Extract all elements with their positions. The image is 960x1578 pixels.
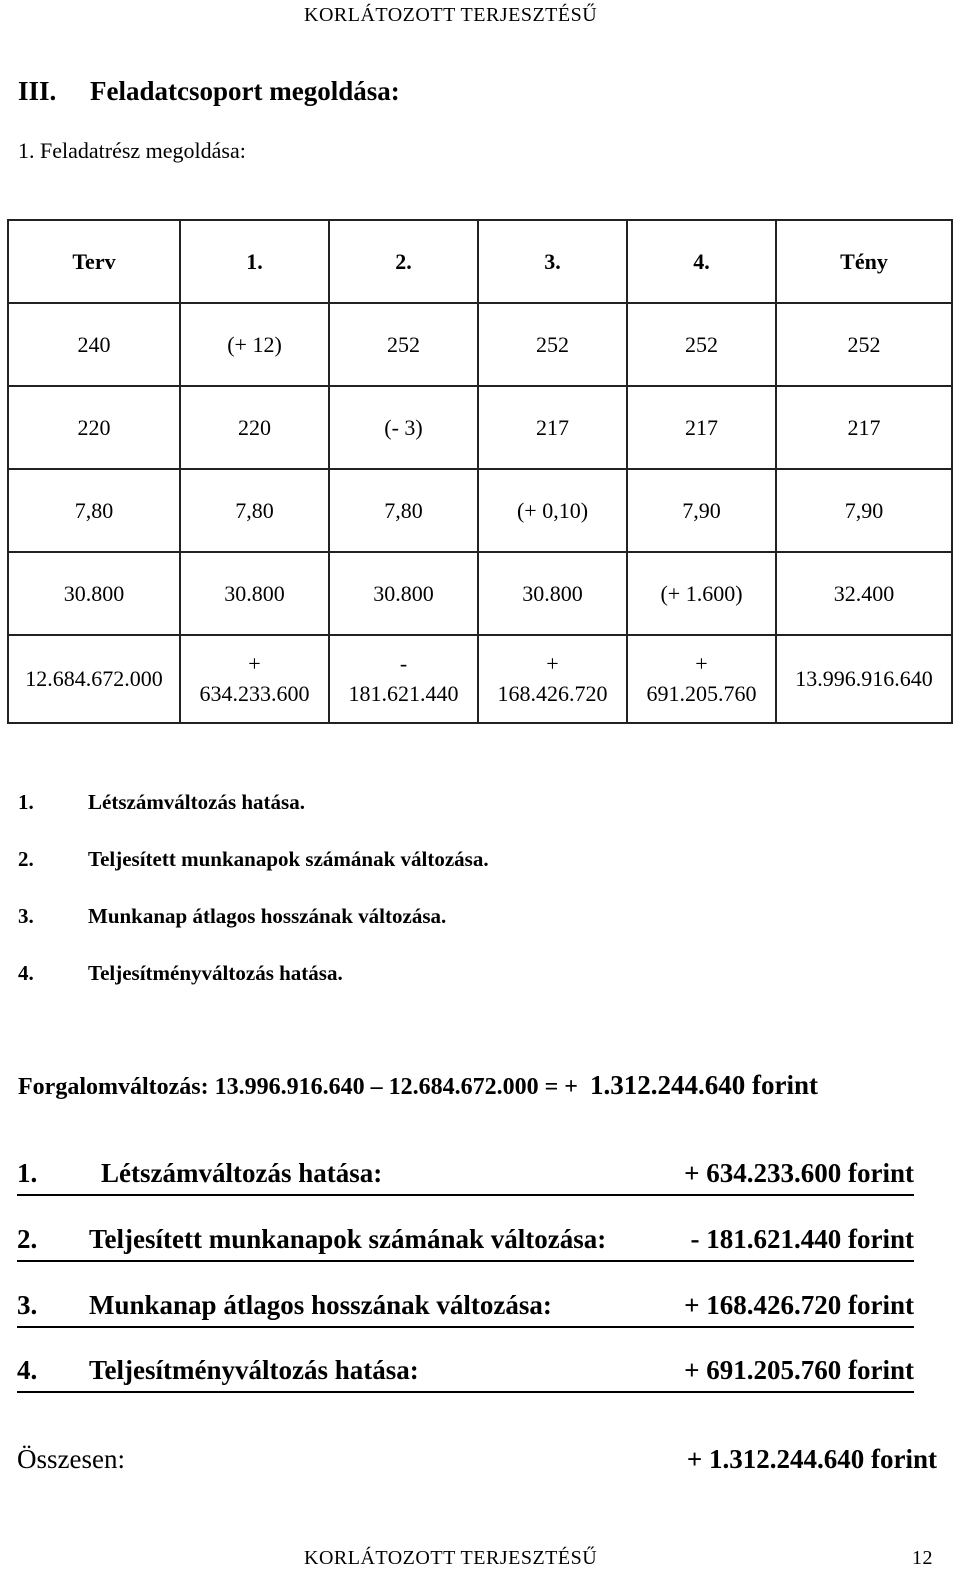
table-header-cell: 1. — [180, 220, 329, 303]
cell-sign: + — [695, 651, 708, 676]
list-item-text: Munkanap átlagos hosszának változása. — [88, 904, 447, 928]
table-cell — [180, 635, 329, 723]
factors-list — [18, 788, 489, 1016]
table-header-row — [8, 220, 952, 303]
revenue-change — [18, 1070, 818, 1101]
table-cell: 217 — [478, 386, 627, 469]
table-cell: 30.800 — [180, 552, 329, 635]
list-item — [18, 845, 489, 902]
cell-value: 634.233.600 — [199, 681, 310, 706]
table-cell: 7,80 — [8, 469, 180, 552]
table-cell — [8, 635, 180, 723]
summary-label: Létszámváltozás hatása: — [101, 1158, 383, 1188]
list-item-number: 3. — [18, 904, 34, 928]
table-cell — [478, 635, 627, 723]
table-cell: 7,90 — [776, 469, 952, 552]
list-item-number: 4. — [18, 961, 34, 985]
summary-amount: + 691.205.760 forint — [684, 1355, 914, 1385]
table-cell: 252 — [329, 303, 478, 386]
list-item — [18, 902, 489, 959]
table-header-cell: 2. — [329, 220, 478, 303]
cell-value: 13.996.916.640 — [795, 666, 933, 691]
list-item-number: 1. — [18, 790, 34, 814]
table-cell: (+ 0,10) — [478, 469, 627, 552]
list-item — [18, 959, 489, 1016]
table-cell: 252 — [627, 303, 776, 386]
table-row — [8, 552, 952, 635]
section-title: Feladatcsoport megoldása: — [90, 76, 400, 106]
list-item-text: Létszámváltozás hatása. — [88, 790, 305, 814]
table-cell: 7,90 — [627, 469, 776, 552]
data-table — [7, 219, 953, 724]
table-row — [8, 469, 952, 552]
table-header-cell: Terv — [8, 220, 180, 303]
summary-amount: + 168.426.720 forint — [684, 1290, 914, 1320]
table-cell: 220 — [8, 386, 180, 469]
total-label: Összesen: — [17, 1444, 125, 1474]
total-amount: + 1.312.244.640 forint — [686, 1444, 937, 1474]
table-header-cell: 4. — [627, 220, 776, 303]
table-cell: 252 — [776, 303, 952, 386]
table-cell: 32.400 — [776, 552, 952, 635]
cell-sign: + — [248, 651, 261, 676]
page-number: 12 — [912, 1547, 933, 1569]
section-number: III. — [18, 76, 57, 106]
table-cell: 7,80 — [329, 469, 478, 552]
list-item — [18, 788, 489, 845]
table-cell: (+ 12) — [180, 303, 329, 386]
list-item-text: Teljesített munkanapok számának változása. — [88, 847, 489, 871]
summary-number: 2. — [17, 1224, 38, 1254]
list-item-text: Teljesítményváltozás hatása. — [88, 961, 343, 985]
summary-row — [17, 1355, 914, 1393]
summary-row — [17, 1158, 914, 1196]
header-classification: KORLÁTOZOTT TERJESZTÉSŰ — [304, 4, 598, 26]
table-cell: 217 — [627, 386, 776, 469]
table-header-cell: Tény — [776, 220, 952, 303]
table-header-cell: 3. — [478, 220, 627, 303]
summary-row — [17, 1224, 914, 1262]
table-cell: 240 — [8, 303, 180, 386]
summary-label: Munkanap átlagos hosszának változása: — [89, 1290, 552, 1320]
table-cell: 217 — [776, 386, 952, 469]
summary-row — [17, 1290, 914, 1328]
table-row — [8, 635, 952, 723]
revenue-change-label: Forgalomváltozás: 13.996.916.640 – 12.684.672.000 = + — [18, 1074, 578, 1100]
cell-sign: - — [399, 651, 408, 676]
summary-number: 3. — [17, 1290, 38, 1320]
summary-number: 4. — [17, 1355, 38, 1385]
table-cell: (+ 1.600) — [627, 552, 776, 635]
table-cell: 30.800 — [478, 552, 627, 635]
table-row — [8, 386, 952, 469]
table-cell — [776, 635, 952, 723]
total-row — [17, 1444, 937, 1480]
cell-value: 168.426.720 — [497, 681, 608, 706]
revenue-change-value: 1.312.244.640 forint — [589, 1070, 818, 1100]
table-cell: 220 — [180, 386, 329, 469]
cell-value: 12.684.672.000 — [25, 666, 163, 691]
summary-label: Teljesítményváltozás hatása: — [89, 1355, 419, 1385]
table-cell — [329, 635, 478, 723]
summary-label: Teljesített munkanapok számának változása: — [89, 1224, 607, 1254]
summary-number: 1. — [17, 1158, 38, 1188]
table-cell: 252 — [478, 303, 627, 386]
summary-amount: + 634.233.600 forint — [684, 1158, 914, 1188]
table-cell: 30.800 — [329, 552, 478, 635]
table-cell: 30.800 — [8, 552, 180, 635]
summary-amount: - 181.621.440 forint — [690, 1224, 914, 1254]
cell-value: 691.205.760 — [646, 681, 757, 706]
cell-value: 181.621.440 — [348, 681, 459, 706]
cell-sign: + — [546, 651, 559, 676]
table-cell: 7,80 — [180, 469, 329, 552]
section-heading — [18, 76, 400, 107]
list-item-number: 2. — [18, 847, 34, 871]
table-cell: (- 3) — [329, 386, 478, 469]
table-cell — [627, 635, 776, 723]
table-row — [8, 303, 952, 386]
footer-classification: KORLÁTOZOTT TERJESZTÉSŰ — [304, 1547, 598, 1569]
subsection-title: 1. Feladatrész megoldása: — [18, 138, 246, 163]
